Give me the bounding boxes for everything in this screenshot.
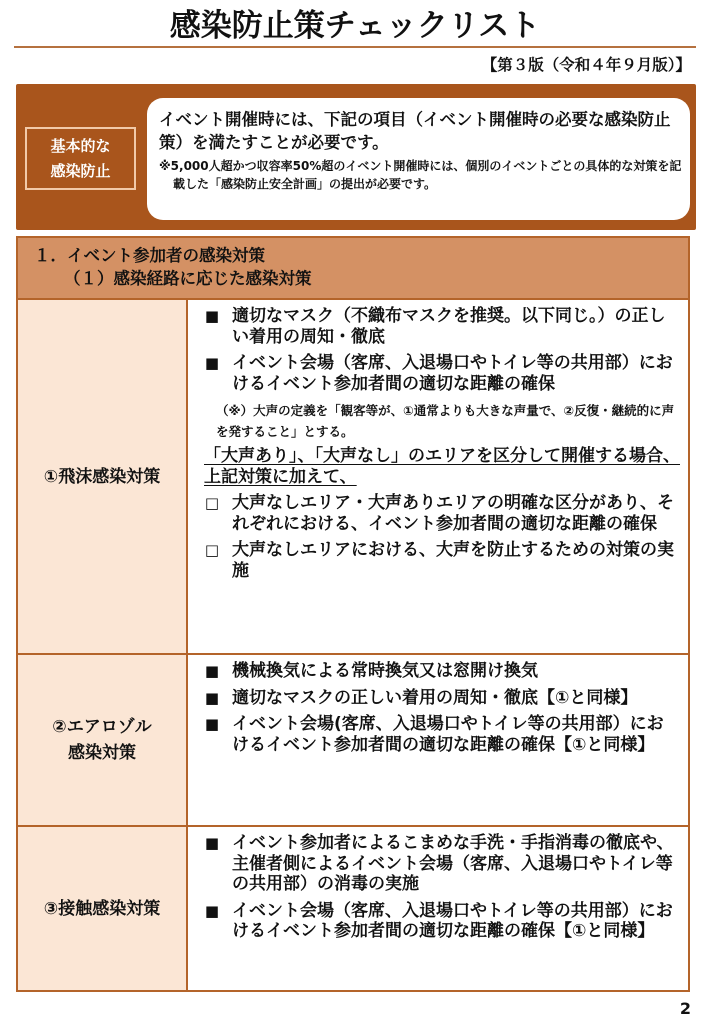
checklist-item: [202, 714, 680, 755]
filled-square-icon: ■: [204, 834, 220, 852]
filled-square-icon: ■: [204, 307, 220, 325]
intro-label-line2: 感染防止: [50, 162, 111, 180]
intro-note-text: ※5,000人超かつ収容率50%超のイベント開催時には、個別のイベントごとの具体的な対策を記載した「感染防止安全計画」の提出が必要です。: [159, 159, 682, 191]
section-heading: １．イベント参加者の感染対策: [34, 246, 265, 265]
item-text: 適切なマスクの正しい着用の周知・徹底【①と同様】: [232, 687, 638, 708]
checklist-subitem: [202, 493, 680, 534]
category-contact: ③接触感染対策: [18, 827, 188, 990]
item-text: イベント参加者によるこまめな手洗・手指消毒の徹底や、主催者側によるイベント会場（客席、入退場口やトイレ等の共用部）の消毒の実施: [232, 833, 674, 894]
section-header: [18, 238, 688, 300]
intro-label-line1: 基本的な: [50, 137, 111, 155]
checklist-table: [16, 236, 690, 992]
intro-main-text: イベント開催時には、下記の項目（イベント開催時の必要な感染防止策）を満たすことが必要です。: [159, 110, 671, 152]
area-condition-text: 「大声あり」、「大声なし」のエリアを区分して開催する場合、上記対策に加えて、: [204, 446, 680, 487]
checklist-row-aerosol: [18, 655, 688, 827]
filled-square-icon: ■: [204, 901, 220, 920]
page-title: 感染防止策チェックリスト: [169, 8, 541, 44]
filled-square-icon: ■: [204, 688, 220, 707]
item-text: 適切なマスク（不織布マスクを推奨。以下同じ。）の正しい着用の周知・徹底: [232, 306, 666, 347]
category-line2: 感染対策: [68, 743, 136, 763]
page-number: 2: [679, 999, 691, 1018]
category-line1: ②エアロゾル: [52, 717, 152, 737]
row-items: [190, 827, 688, 948]
checklist-item: [202, 306, 680, 347]
intro-message-box: [147, 98, 690, 220]
row-items: [190, 300, 688, 587]
checklist-item: [202, 661, 680, 682]
checklist-item: [202, 353, 680, 394]
checkbox-icon: □: [204, 494, 220, 512]
intro-label-box: [25, 127, 136, 190]
checkbox-icon: □: [204, 541, 220, 559]
title-divider: [14, 46, 696, 48]
item-text: イベント会場（客席、入退場口やトイレ等の共用部）におけるイベント参加者間の適切な距離の確保: [232, 353, 673, 394]
item-text: イベント会場（客席、入退場口やトイレ等の共用部）におけるイベント参加者間の適切な距離の確保【①と同様】: [232, 900, 673, 941]
checklist-row-droplet: [18, 300, 688, 655]
edition-label: 【第３版（令和４年９月版）】: [481, 56, 691, 74]
category-aerosol: [18, 655, 188, 825]
section-subheading: （１）感染経路に応じた感染対策: [64, 269, 312, 288]
item-text: 大声なしエリアにおける、大声を防止するための対策の実施: [232, 540, 674, 581]
filled-square-icon: ■: [204, 354, 220, 372]
checklist-item: [202, 833, 680, 895]
item-text: 大声なしエリア・大声ありエリアの明確な区分があり、それぞれにおける、イベント参加者間の適切な距離の確保: [232, 493, 674, 534]
row-items: [190, 655, 688, 761]
checklist-item: [202, 688, 680, 709]
filled-square-icon: ■: [204, 662, 220, 680]
item-text: 機械換気による常時換気又は窓開け換気: [232, 661, 538, 681]
loud-voice-note: （※）大声の定義を「観客等が、①通常よりも大きな声量で、②反復・継続的に声を発すること」とする。: [216, 403, 675, 439]
category-droplet: ①飛沫感染対策: [18, 300, 188, 653]
item-text: イベント会場(客席、入退場口やトイレ等の共用部）におけるイベント参加者間の適切な距離の確保【①と同様】: [232, 714, 664, 755]
checklist-row-contact: [18, 827, 688, 990]
filled-square-icon: ■: [204, 715, 220, 733]
checklist-subitem: [202, 540, 680, 581]
checklist-item: [202, 901, 680, 942]
